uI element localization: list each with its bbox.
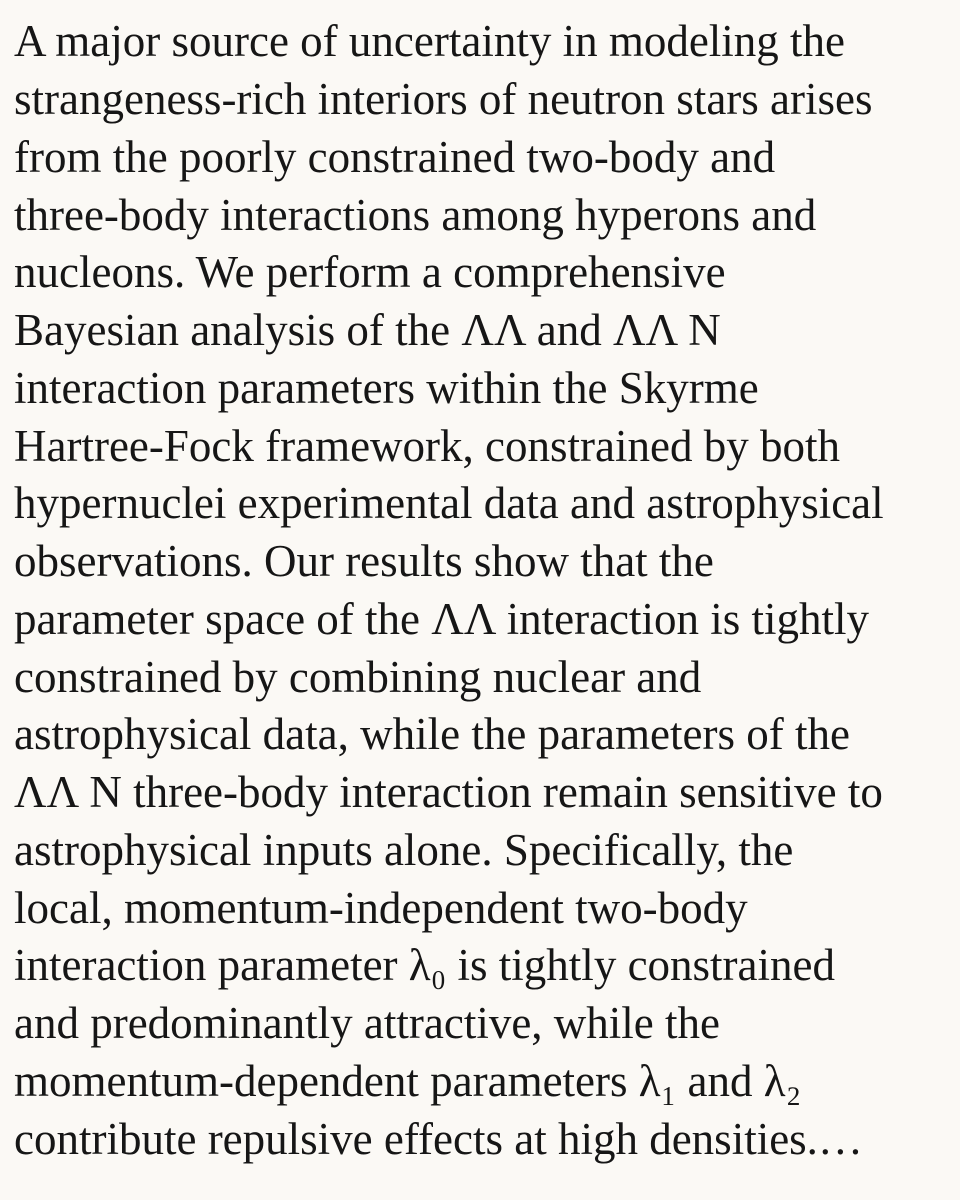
text-line-6: Bayesian analysis of the ΛΛ and ΛΛ N: [14, 305, 721, 355]
text-line-17: interaction parameter λ₀ is tightly constrained: [14, 940, 835, 990]
text-line-9: hypernuclei experimental data and astrophysical: [14, 478, 884, 528]
text-line-18: and predominantly attractive, while the: [14, 998, 721, 1048]
text-line-19: momentum-dependent parameters λ₁ and λ₂: [14, 1056, 802, 1106]
text-line-5: nucleons. We perform a comprehensive: [14, 247, 726, 297]
text-line-2: strangeness-rich interiors of neutron stars arises: [14, 74, 873, 124]
text-line-11: parameter space of the ΛΛ interaction is tightly: [14, 594, 870, 644]
text-line-3: from the poorly constrained two-body and: [14, 132, 776, 182]
text-line-1: A major source of uncertainty in modeling the: [14, 16, 846, 66]
text-line-7: interaction parameters within the Skyrme: [14, 363, 759, 413]
text-line-4: three-body interactions among hyperons and: [14, 190, 817, 240]
text-line-20: contribute repulsive effects at high densities.…: [14, 1114, 863, 1164]
text-line-16: local, momentum-independent two-body: [14, 883, 748, 933]
text-line-14: ΛΛ N three-body interaction remain sensitive to: [14, 767, 883, 817]
text-line-8: Hartree-Fock framework, constrained by both: [14, 421, 840, 471]
text-line-12: constrained by combining nuclear and: [14, 652, 702, 702]
text-line-10: observations. Our results show that the: [14, 536, 714, 586]
text-line-15: astrophysical inputs alone. Specifically, the: [14, 825, 794, 875]
text-line-13: astrophysical data, while the parameters of the: [14, 709, 850, 759]
